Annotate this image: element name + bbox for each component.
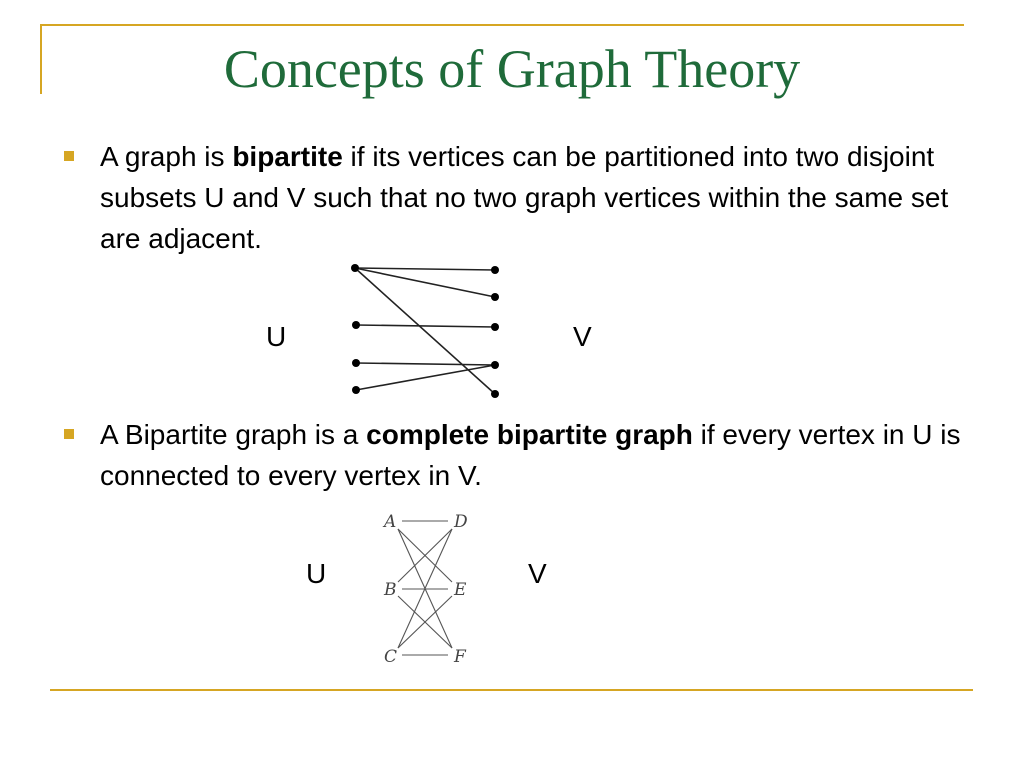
edge-u4-v4 — [356, 365, 495, 390]
vertex-label-d: D — [454, 512, 468, 532]
vertex-label-b: B — [384, 580, 397, 600]
vertex-v3 — [491, 323, 499, 331]
bullet-text-before: A graph is — [100, 141, 233, 172]
vertex-v2 — [491, 293, 499, 301]
slide-title: Concepts of Graph Theory — [223, 39, 801, 99]
vertex-v5 — [491, 390, 499, 398]
vertex-u1 — [351, 264, 359, 272]
bullet-bipartite-definition — [100, 136, 970, 259]
vertex-label-f: F — [454, 647, 466, 667]
bullet-text-before: A Bipartite graph is a — [100, 419, 367, 450]
bullet-text-after: if its vertices can be partitioned into two disjoint subsets U and V such that no two graph vertices within the same set are adjacent. — [100, 141, 949, 254]
figure2-label-v: V — [528, 558, 547, 589]
vertex-v4 — [491, 361, 499, 369]
figure1-label-v: V — [573, 321, 592, 352]
figure1-label-u: U — [266, 321, 287, 352]
bullet-complete-bipartite-definition — [100, 414, 970, 496]
vertex-u2 — [352, 321, 360, 329]
complete-bipartite-graph-figure — [368, 505, 488, 675]
vertex-u3 — [352, 359, 360, 367]
edge-u1-v2 — [355, 268, 495, 297]
edge-u1-v5 — [355, 268, 495, 394]
bullet-square-icon — [64, 429, 74, 439]
edge-u2-v3 — [356, 325, 495, 327]
frame-bottom-line — [50, 689, 973, 691]
bullet-bold-term: bipartite — [232, 141, 343, 172]
vertex-v1 — [491, 266, 499, 274]
edge-u3-v4 — [356, 363, 495, 365]
edge-u1-v1 — [355, 268, 495, 270]
bullet-text-after: if every vertex in U is connected to every vertex in V. — [100, 419, 961, 491]
bullet-square-icon — [64, 151, 74, 161]
frame-top-line — [40, 24, 964, 26]
vertex-label-c: C — [384, 647, 398, 667]
vertex-label-e: E — [454, 580, 467, 600]
bipartite-graph-figure — [330, 255, 510, 405]
bullet-bold-term: complete bipartite graph — [366, 419, 693, 450]
vertex-label-a: A — [384, 512, 397, 532]
vertex-u4 — [352, 386, 360, 394]
figure2-label-u: U — [306, 558, 327, 589]
